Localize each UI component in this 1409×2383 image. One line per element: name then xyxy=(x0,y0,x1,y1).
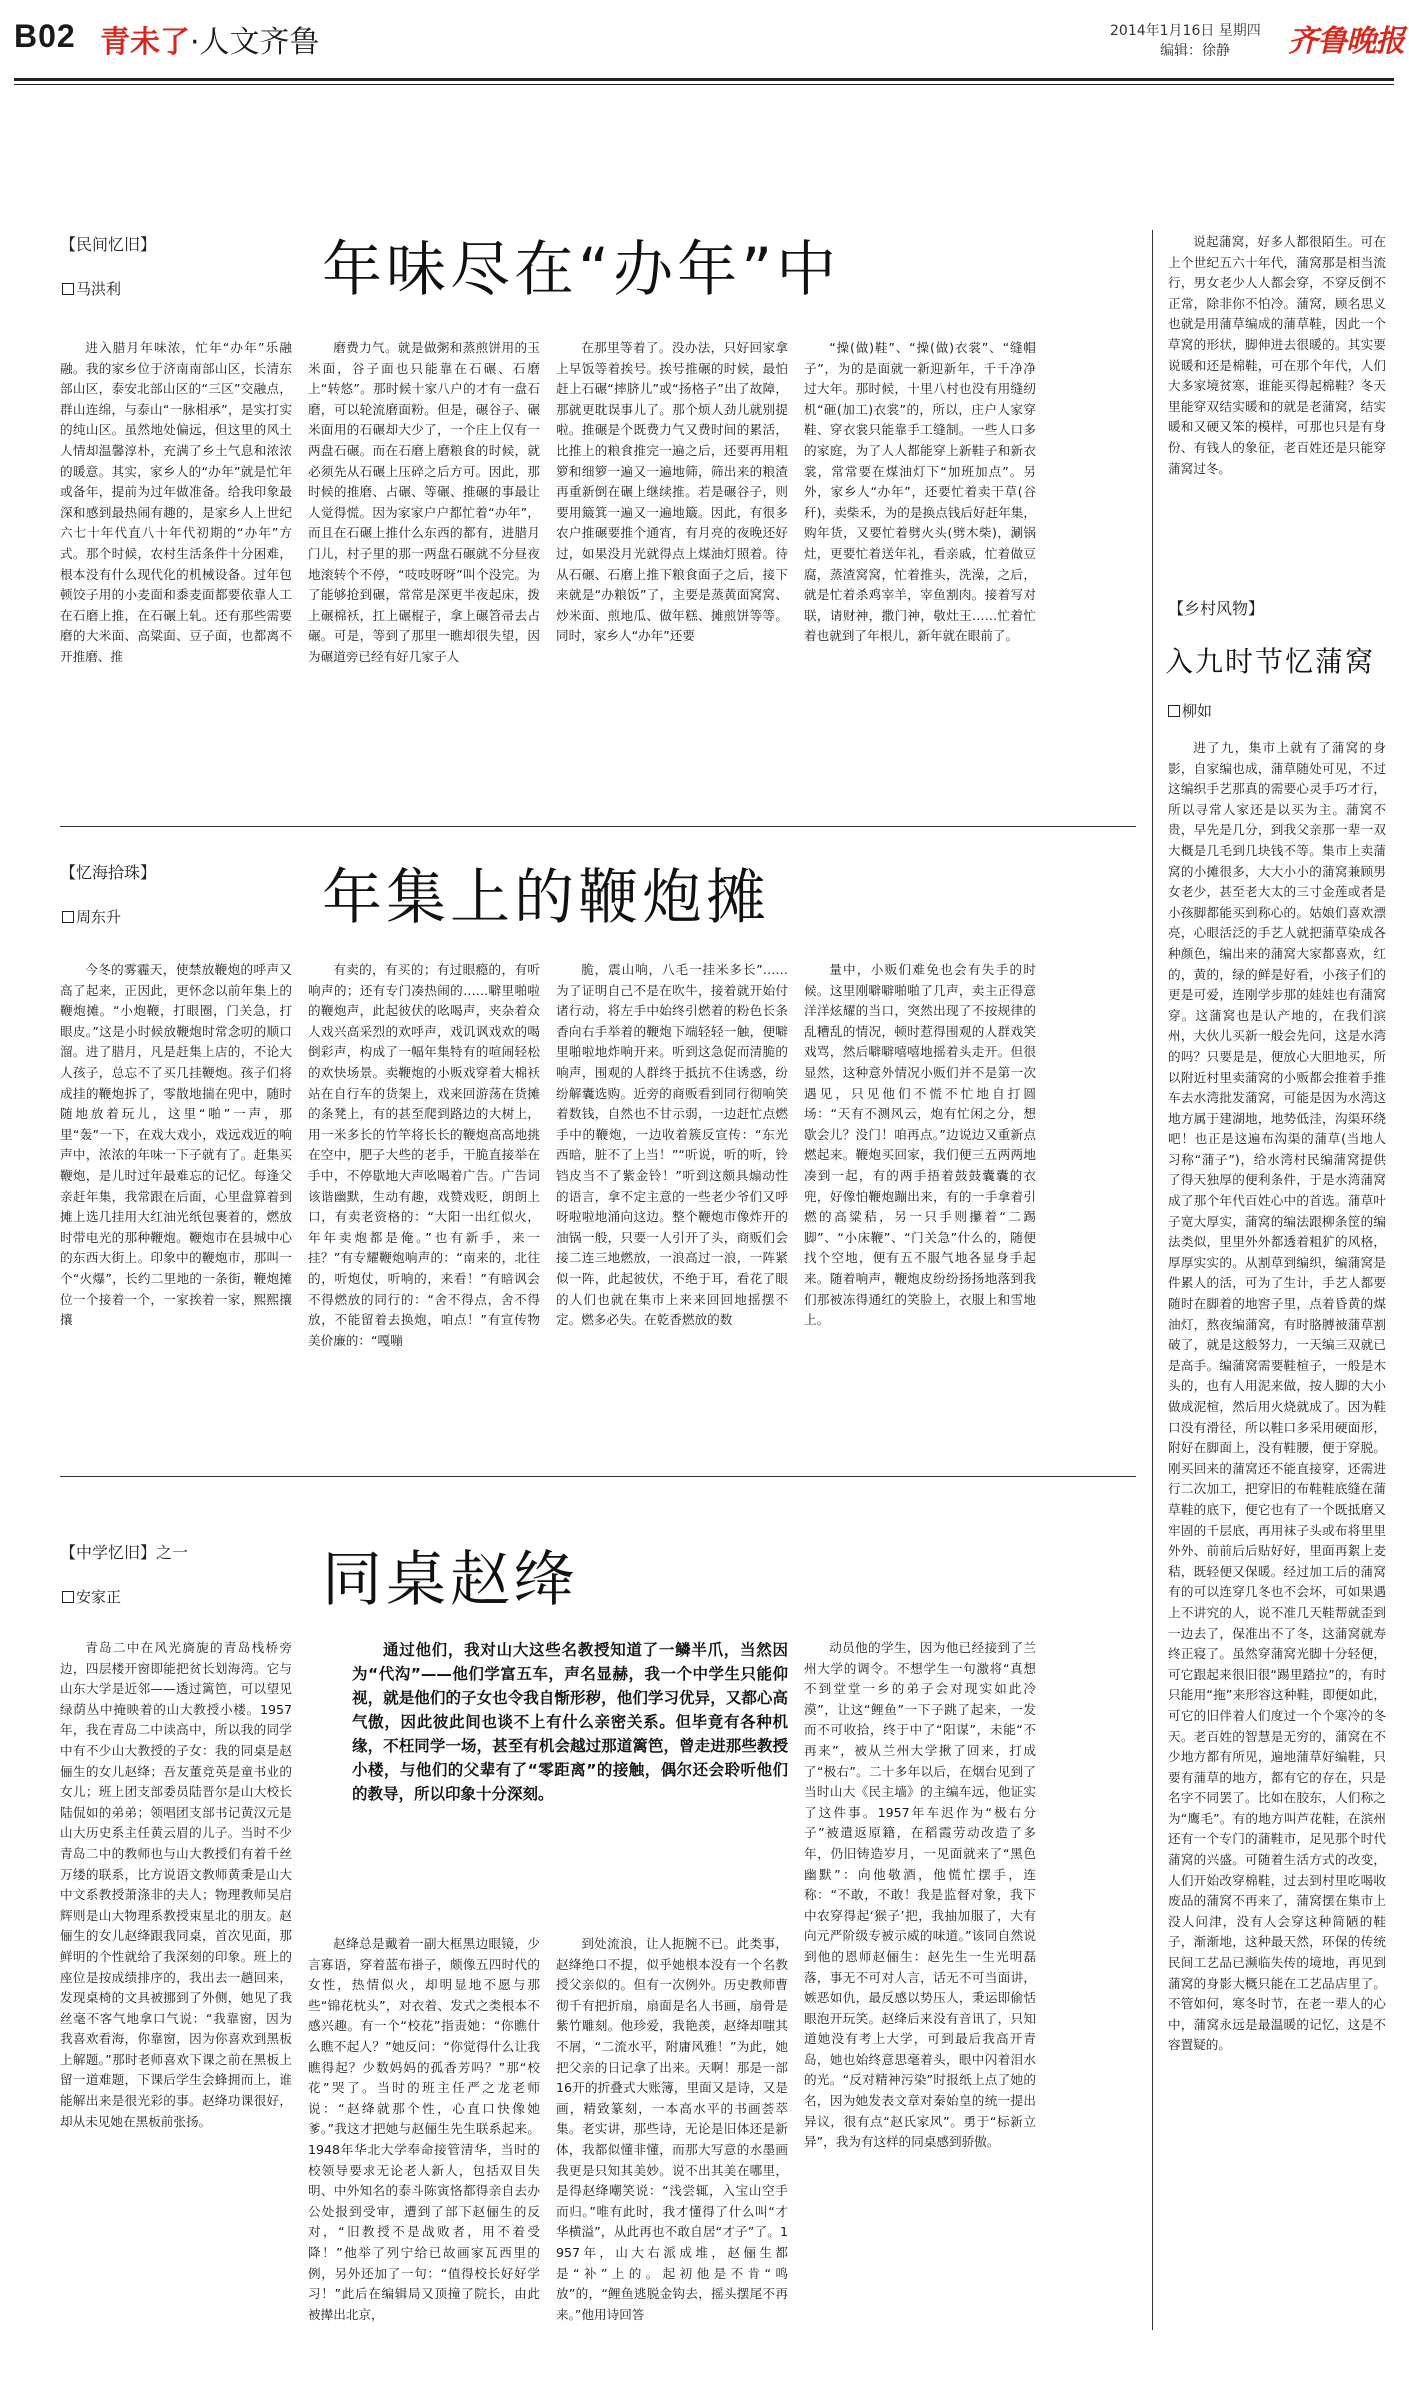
article1-column: 进入腊月年味浓，忙年“办年”乐融融。我的家乡位于济南南部山区，长清东部山区，泰安北部山区的“三区”交融点，群山连绵，与泰山“一脉相承”，是实打实的纯山区。虽然地处偏远，但这里的风土人情却温馨淳朴，充满了乡土气息和浓浓的暖意。其实，家乡人的“办年”就是忙年或备年，提前为过年做准备。给我印象最深和感到最热闹有趣的，是家乡人上世纪六七十年代直八十年代初期的“办年”方式。那个时候，农村生活条件十分困难，根本没有什么现代化的机械设备。过年包顿饺子用的小麦面和黍麦面都要依靠人工在石磨上推，在石碾上轧。还有那些需要磨的大米面、高粱面、豆子面，也都离不开推磨、推 xyxy=(60,340,292,664)
article1-tag: 【民间忆旧】 xyxy=(60,235,157,254)
article3-tag: 【中学忆旧】之一 xyxy=(60,1543,189,1562)
sidebar-column-top: 说起蒲窝，好多人都很陌生。可在上个世纪五六十年代，蒲窝那是相当流行，男女老少人人都会穿，不穿反倒不正常，除非你不怕冷。蒲窝，顾名思义也就是用蒲草编成的蒲草鞋，因此一个草窝的形状，脚伸进去很暖的。其实要说暖和还是棉鞋，可在那个年代，人们大多家境贫寒，谁能买得起棉鞋？冬天里能穿双结实暖和的就是老蒲窝，结实暖和又硬又笨的模样，可那也只是有身份、有钱人的象征，老百姓还是只能穿蒲窝过冬。 xyxy=(1168,234,1386,476)
sidebar-divider xyxy=(1152,230,1153,2330)
article2-tag: 【忆海拾珠】 xyxy=(60,863,157,882)
sidebar-title: 入九时节忆蒲窝 xyxy=(1164,645,1375,678)
sidebar-byline: 柳如 xyxy=(1168,700,1212,721)
article2-column: 今冬的雾霾天，使禁放鞭炮的呼声又高了起来，正因此，更怀念以前年集上的鞭炮摊。“小炮鞭，打眼圈，门关急，打眼皮。”这是小时候放鞭炮时常念叨的顺口溜。进了腊月，凡是赶集上店的，不论大人孩子，总忘不了买几挂鞭炮。孩子们将成挂的鞭炮拆了，零散地揣在兜中，随时随地放着玩儿，这里“啪”一声，那里“轰”一下，在戏大戏小，戏远戏近的响声中，浓浓的年味一下子就有了。赶集买鞭炮，是儿时过年最难忘的记忆。每逢父亲赶年集，我常跟在后面，心里盘算着到摊上选几挂用大红油光纸包裹着的，燃放时带电光的那种鞭炮。鞭炮市在县城中心的东西大街上。印象中的鞭炮市，那叫一个“火爆”，长约二里地的一条街，鞭炮摊位一个接着一个，一家挨着一家，熙熙攘攘 xyxy=(60,962,292,1328)
article2-byline: 周东升 xyxy=(62,906,121,927)
sidebar-column-main: 进了九，集市上就有了蒲窝的身影，自家编也成，蒲草随处可见，不过这编织手艺那真的需要心灵手巧才行，所以寻常人家还是以买为主。蒲窝不贵，早先是几分，到我父亲那一辈一双大概是几毛到几块钱不等。集市上卖蒲窝的小摊很多，大大小小的蒲窝兼顾男女老少，甚至老大太的三寸金莲或者是小孩脚都能买到称心的。姑娘们喜欢漂亮，心眼活泛的手艺人就把蒲草染成各种颜色，编出来的蒲窝大家都喜欢，红的，黄的，绿的鲜是好看，小孩子们的更是可爱，连刚学步那的娃娃也有蒲窝穿。这蒲窝也是认产地的，在我们滨州，大伙儿买新一般会先问，这是水湾的吗？只要是是，便放心大胆地买，所以附近村里卖蒲窝的小贩都会推着手推车去水湾批发蒲窝，可能是因为水湾这地方属于建湖地，地势低洼，沟渠环绕吧！也正是这遍布沟渠的蒲草(当地人习称“蒲子”)，给水湾村民编蒲窝提供了得天独厚的便利条件，于是水湾蒲窝成了那个年代百姓心中的首选。蒲草叶子宽大厚实，蒲窝的编法跟柳条筐的编法类似，里里外外都透着粗犷的风格，厚厚实实的。从割草到编织，编蒲窝是件累人的活，可为了生计，手艺人都要随时在脚着的地窖子里，点着昏黄的煤油灯，熬夜编蒲窝，有时胳膊被蒲草割破了，就是这般努力，一天编三双就已是高手。编蒲窝需要鞋楦子，一般是木头的，也有人用泥来做，按人脚的大小做成泥楦，然后用火烧就成了。因为鞋口没有滑径，所以鞋口多采用硬面形，附好在脚面上，没有鞋腰，便于穿脱。刚买回来的蒲窝还不能直接穿，还需进行二次加工，把穿旧的布鞋鞋底缝在蒲草鞋的底下，便它也有了一个既抵磨又牢固的千层底，再用袜子头或布将里里外外、前前后后贴好好，里面再絮上麦秸，既轻便又保暖。经过加工后的蒲窝有的可以连穿几冬也不会坏，可如果遇上不讲究的人，说不准几天鞋帮就歪到一边去了，保准出不了冬，这蒲窝就寿终正寝了。虽然穿蒲窝光脚十分轻便，可它跟起来很旧很“踢里踏拉”的，有时只能用“拖”来形容这种鞋，即便如此，可它的旧伴着人们度过一个个寒冷的冬天。老百姓的智慧是无穷的，蒲窝在不少地方都有所见，遍地蒲草好编鞋，只要有蒲草的地方，都有它的存在，只是名字不同罢了。比如在胶东，人们称之为“鹰毛”。有的地方叫芦花鞋，在滨州还有一个专门的蒲鞋市，足见那个时代蒲窝的兴盛。可随着生活方式的改变，人们开始改穿棉鞋，过去到村里吃喝收废品的蒲窝不再来了，蒲窝摆在集市上没人问津，没有人会穿这种简陋的鞋子，渐渐地，这种最天然，环保的传统民间工艺品已濒临失传的境地，再见到蒲窝的身影大概只能在工艺品店里了。不管如何，寒冬时节，在老一辈人的心中，蒲窝永远是最温暖的记忆，这是不容置疑的。 xyxy=(1168,740,1386,2053)
article1-column: 在那里等着了。没办法，只好回家拿上早饭等着挨号。挨号推碾的时候，最怕赶上石碾“摔脐儿”或“扬格子”出了故障，那就更耽误事儿了。那个烦人劲儿就别提啦。推碾是个既费力气又费时间的累活，比推上的粮食推完一遍之后，还要再用粗箩和细箩一遍又一遍地筛，筛出来的粮渣再重新倒在碾上继续推。若是碾谷子，则要用簸箕一遍又一遍地簸。因此，有很多农户推碾要推个通宵，有月亮的夜晚还好过，如果没月光就得点上煤油灯照着。待从石碾、石磨上推下粮食面子之后，接下来就是“办粮饭”了，主要是蒸黄面窝窝、炒米面、煎地瓜、做年糕、摊煎饼等等。同时，家乡人“办年”还要 xyxy=(556,340,788,644)
article1-title: 年味尽在“办年”中 xyxy=(322,235,841,305)
header-rule xyxy=(14,78,1394,81)
editor-line: 编辑：徐静 xyxy=(1160,43,1230,59)
article3-column: 青岛二中在风光旖旎的青岛栈桥旁边，四层楼开窗即能把贫长划海湾。它与山东大学是近邻——透过篱笆，可以望见绿荫丛中掩映着的山大教授小楼。1957年，我在青岛二中读高中，所以我的同学中有不少山大教授的子女：我的同桌是赵俪生的女儿赵绛；吾友董竞英是童书业的女儿；班上团支部委员陆晋尔是山大校长陆侃如的弟弟；领唱团支部书记黄汉元是山大历史系主任黄云眉的儿子。当时不少青岛二中的教师也与山大教授们有着千丝万缕的联系，比方说语文教师黄秉是山大中文系教授萧涤非的夫人；物理教师吴启辉则是山大物理系教授束星北的朋友。赵俪生的女儿赵绛跟我同桌，首次见面，那鲜明的个性就给了我深刻的印象。班上的座位是按成绩排序的，我出去一趟回来，发现桌椅的文具被挪到了外侧，她见了我丝毫不客气地拿口气说：“我靠窗，因为我喜欢看海，你靠窗，因为你喜欢到黑板上解题。”那时老师喜欢下课之前在黑板上留一道难题，下课后学生会蜂拥而上，谁能解出来是很光彩的事。赵绛功课很好，却从未见她在黑板前张扬。 xyxy=(60,1640,292,2129)
article-divider xyxy=(60,826,1136,827)
section-sub: ·人文齐鲁 xyxy=(190,25,320,60)
article2-title: 年集上的鞭炮摊 xyxy=(322,863,770,933)
article2-column: 量中，小贩们难免也会有失手的时候。这里刚噼噼啪啪了几声，卖主正得意洋洋炫耀的当口，突然出现了不按规律的乱糟乱的情况，顿时惹得围观的人群戏笑戏骂，然后噼噼嘻嘻地摇着头走开。但很显然，这种意外情况小贩们并不是第一次遇见，只见他们不慌不忙地自打圆场：“天有不测风云，炮有忙闲之分，想歇会儿？没门！咱再点。”边说边又重新点燃起来。鞭炮买回家，我们便三五两两地凑到一起，有的两手捂着鼓鼓囊囊的衣兜，好像怕鞭炮蹦出来，有的一手拿着引燃的高粱秸，另一只手则攥着“二踢脚”、“小床鞭”、“门关急”什么的，随便找个空地，便有五不服气地各显身手起来。随着响声，鞭炮皮纷纷扬扬地落到我们那被冻得通红的笑脸上，衣服上和雪地上。 xyxy=(804,962,1036,1328)
article3-lead: 通过他们，我对山大这些名教授知道了一鳞半爪，当然因为“代沟”——他们学富五车，声名显赫，我一个中学生只能仰视，就是他们的子女也令我自惭形秽，他们学习优异，又都心高气傲，因此彼此间也谈不上有什么亲密关系。但毕竟有各种机缘，不枉同学一场，甚至有机会越过那道篱笆，曾走进那些教授小楼，与他们的父辈有了“零距离”的接触，偶尔还会聆听他们的教导，所以印象十分深刻。 xyxy=(352,1641,788,1803)
newspaper-logo: 齐鲁晚报 xyxy=(1288,24,1404,59)
article1-column: 磨费力气。就是做粥和蒸煎饼用的玉米面，谷子面也只能靠在石碾、石磨上“转悠”。那时候十家八户的才有一盘石磨，可以轮流磨面粉。但是，碾谷子、碾米面用的石碾却大少了，一个庄上仅有一两盘石碾。而在石磨上磨粮食的时候，就必须先从石碾上压碎之后方可。因此，那时候的推磨、占碾、等碾、推碾的事最让人觉得慌。因为家家户户都忙着“办年”，而且在石碾上推什么东西的都有，进腊月门儿，村子里的那一两盘石碾就不分昼夜地滚转个不停，“吱吱呀呀”叫个没完。为了能够抢到碾，常常是深更半夜起床，拨上碾棉袄，扛上碾棍子，拿上碾笤帚去占碾。可是，等到了那里一瞧却很失望，因为碾道旁已经有好几家子人 xyxy=(308,340,540,664)
date-line: 2014年1月16日 星期四 xyxy=(1110,23,1261,39)
section-main: 青未了 xyxy=(100,25,190,60)
article3-column: 到处流浪，让人扼腕不已。此类事，赵绛绝口不提，似乎她根本没有一个名教授父亲似的。但有一次例外。历史教师曹彻千有把折扇，扇面是名人书画，扇骨是紫竹雕刻。他珍爱，我艳羡，赵绛却嗤其不屑，“二流水平，附庸风雅！”为此，她把父亲的日记拿了出来。天啊！那是一部16开的折叠式大账簿，里面又是诗，又是画，精致篆刻，一本高水平的书画荟萃集。老实讲，那些诗，无论是旧体还是新体，我都似懂非懂，而那大写意的水墨画我更是只知其美妙。说不出其美在哪里，是得赵绛嘲笑说：“浅尝辄，入宝山空手而归。”唯有此时，我才懂得了什么叫“才华横溢”，从此再也不敢自居“才子”了。1957年，山大右派成堆，赵俪生都是“补”上的。起初他是不肯“鸣放”的，“鲤鱼逃脱金钩去，摇头摆尾不再来。”他用诗回答 xyxy=(556,1936,788,2322)
sidebar-tag: 【乡村风物】 xyxy=(1168,599,1265,618)
article3-column: 赵绛总是戴着一副大框黑边眼镜，少言寡语，穿着蓝布褂子，颇像五四时代的女性，热情似火，却明显地不愿与那些“锦花枕头”，对衣着、发式之类根本不感兴趣。有一个“校花”指责她：“你瞧什么瞧不起人？”她反问：“你觉得什么让我瞧得起？少数妈妈的孤香芳吗？”那“校花”哭了。当时的班主任严之龙老师说：“赵绛就那个性，心直口快像她爹。”我这才把她与赵俪生先生联系起来。1948年华北大学奉命接管清华，当时的校领导要求无论老人新人，包括双目失明、中外知名的泰斗陈寅恪都得亲自去办公处报到受审，遭到了部下赵俪生的反对，“旧教授不是战败者，用不着受降！”他举了列宁给已故画家瓦西里的例，另外还加了一句：“值得校长好好学习！”此后在编辑局又顶撞了院长，由此被撵出北京， xyxy=(308,1936,540,2322)
article1-byline: 马洪利 xyxy=(62,278,121,299)
page-number: B02 xyxy=(14,18,76,54)
article3-column: 动员他的学生，因为他已经接到了兰州大学的调令。不想学生一句激将“真想不到堂堂一乡的弟子会对现实如此冷漠”，让这“鲤鱼”一下子跳了起来，一发而不可收拾，终于中了“阳谋”，未能“不再来”，被从兰州大学揪了回来，打成了“极右”。二十多年以后，在烟台见到了当时山大《民主墙》的主编车远，他证实了这件事。1957年车迟作为“极右分子”被遣返原籍，在稻霞劳动改造了多年，仍旧铸造岁月，一见面就来了“黑色幽默”：向他敬酒，他慌忙摆手，连称：“不敢，不敢！我是监督对象，我下中农穿得起‘猴子’把，我抽加服了，大有向元严阶级专被示威的味道。”该同自然说到他的恩师赵俪生：赵先生一生光明磊落，事无不可对人言，话无不可当面讲，嫉恶如仇，最反感以势压人，秉运即偷恬眼泡开玩笑。赵绛后来没有音讯了，只知道她没有考上大学，可到最后我高开青岛，她也始终意思毫着头，眼中闪着泪水的光。“反对精神污染”时报纸上点了她的名，因为她发表文章对秦始皇的统一提出异议，很有点“赵氏家风”。勇于“标新立异”，我为有这样的同桌感到骄傲。 xyxy=(804,1640,1036,2150)
article2-column: 有卖的，有买的；有过眼瘾的，有听响声的；还有专门凑热闹的……噼里啪啦的鞭炮声，此起彼伏的吆喝声，夹杂着众人戏兴高采烈的欢呼声，戏讥讽戏欢的喝倒彩声，构成了一幅年集特有的喧闹轻松的欢快场景。卖鞭炮的小贩戏穿着大棉袄站在自行车的货架上，戏来回游荡在货摊的条凳上，有的甚至爬到路边的大树上，用一米多长的竹竿将长长的鞭炮高高地挑在空中，肥子大些的老手，干脆直接举在手中，不停歇地大声吆喝着广告。广告词该谐幽默，生动有趣，戏赞戏贬，朗朗上口，有卖老资格的：“大阳一出红似火，年年卖炮都是俺。”也有新手，来一挂？”有专耀鞭炮响声的：“南来的，北往的，听炮仗，听响的，来看！”有暗讽会不得燃放的同行的：“舍不得点，舍不得放，不能留着去换炮，咱点！”有宣传物美价廉的：“嘎嘣 xyxy=(308,962,540,1348)
article-divider xyxy=(60,1476,1136,1477)
article2-column: 脆，震山响，八毛一挂米多长”……为了证明自己不是在吹牛，接着就开始付诸行动，将左手中始终引燃着的粉色长条香向右手举着的鞭炮下端轻轻一触，便噼里啪啦地炸响开来。听到这急促而清脆的响声，围观的人群终于抵抗不住诱惑，纷纷解囊选购。近旁的商贩看到同行彻响笑着数钱，自然也不甘示弱，一边赶忙点燃手中的鞭炮，一边收着簇反宣传：“东光西暗，脏不了上当！”“听说，听的听，铃铛皮当不了紫金铃！”听到这颇具煽动性的语言，拿不定主意的一些老少爷们又呼呀啦啦地涌向这边。整个鞭炮市像炸开的油锅一般，只要一人引开了头，商贩们会接二连三地燃放，一浪高过一浪，一阵紧似一阵，此起彼伏，不绝于耳，看花了眼的人们也就在集市上来来回回地摇摆不定。燃多必失。在乾香燃放的数 xyxy=(556,962,788,1328)
article3-byline: 安家正 xyxy=(62,1586,121,1607)
article3-title: 同桌赵绛 xyxy=(322,1545,578,1615)
section-name xyxy=(100,17,320,61)
header-rule-thin xyxy=(14,84,1394,85)
article1-column: “操(做)鞋”、“操(做)衣裳”、“缝帽子”，为的是面就一新迎新年，千千净净过大年。那时候，十里八村也没有用缝纫机“砸(加工)衣裳”的，所以，庄户人家穿鞋、穿衣裳只能靠手工缝制。一些人口多的家庭，为了人人都能穿上新鞋子和新衣裳，常常要在煤油灯下“加班加点”。另外，家乡人“办年”，还要忙着卖干草(谷秆)，卖柴禾，为的是换点钱后好赶年集，购年货，又要忙着劈火头(劈木柴)，涮锅灶，更要忙着送年礼，看亲戚，忙着做豆腐，蒸渣窝窝，忙着推头，洗澡，之后，就是忙着杀鸡宰羊，宰鱼割肉。接着写对联，请财神，撒门神，敬灶王……忙着忙着也就到了年根儿，新年就在眼前了。 xyxy=(804,340,1036,644)
